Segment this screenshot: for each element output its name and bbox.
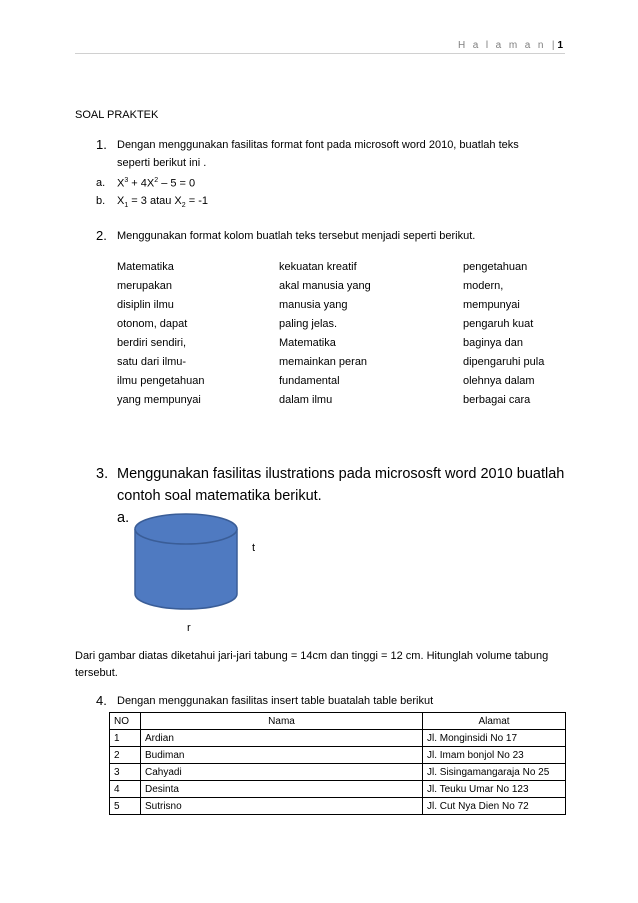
- column-line: satu dari ilmu-: [117, 356, 187, 368]
- q3-number: 3.: [96, 466, 109, 482]
- q3-a-label: a.: [117, 510, 130, 526]
- table-cell: Budiman: [141, 747, 423, 764]
- q3-text-line1: Menggunakan fasilitas ilustrations pada micrososft word 2010 buatlah: [117, 466, 565, 482]
- column-line: fundamental: [279, 375, 340, 387]
- column-line: akal manusia yang: [279, 280, 371, 292]
- column-line: berdiri sendiri,: [117, 337, 187, 349]
- table-row: [110, 747, 566, 764]
- table-row: [110, 730, 566, 747]
- column-line: berbagai cara: [463, 394, 531, 406]
- table-row: [110, 798, 566, 815]
- table-cell: Ardian: [141, 730, 423, 747]
- header-label: H a l a m a n: [457, 40, 546, 51]
- table-cell: 2: [110, 747, 141, 764]
- page-number: 1: [557, 40, 563, 51]
- table-header-row: [110, 713, 566, 730]
- table-cell: 5: [110, 798, 141, 815]
- column-line: memainkan peran: [279, 356, 368, 368]
- column-line: paling jelas.: [279, 318, 338, 330]
- table-row: [110, 764, 566, 781]
- column-line: kekuatan kreatif: [279, 261, 357, 273]
- table-header-cell: Alamat: [423, 713, 566, 730]
- q1-text-line2: seperti berikut ini .: [117, 157, 207, 169]
- q2-number: 2.: [96, 228, 107, 243]
- column-line: Matematika: [117, 261, 174, 273]
- table-header-cell: Nama: [141, 713, 423, 730]
- column-line: ilmu pengetahuan: [117, 375, 205, 387]
- column-line: manusia yang: [279, 299, 348, 311]
- column-line: pengetahuan: [463, 261, 528, 273]
- table-cell: Jl. Sisingamangaraja No 25: [423, 764, 566, 781]
- q4-number: 4.: [96, 693, 107, 708]
- column-line: disiplin ilmu: [117, 299, 174, 311]
- column-line: baginya dan: [463, 337, 523, 349]
- column-line: yang mempunyai: [117, 394, 201, 406]
- table-cell: 1: [110, 730, 141, 747]
- column-line: olehnya dalam: [463, 375, 535, 387]
- cylinder-top: [135, 514, 237, 544]
- radius-label: r: [187, 622, 191, 634]
- header-separator: |: [551, 40, 555, 51]
- column-line: merupakan: [117, 280, 173, 292]
- address-table: [109, 712, 566, 815]
- height-label: t: [252, 542, 256, 554]
- q3-paragraph-line1: Dari gambar diatas diketahui jari-jari tabung = 14cm dan tinggi = 12 cm. Hitunglah volume tabung: [75, 650, 549, 662]
- table-cell: 4: [110, 781, 141, 798]
- q1-text-line1: Dengan menggunakan fasilitas format font pada microsoft word 2010, buatlah teks: [117, 139, 519, 151]
- header-rule: [75, 53, 565, 54]
- page-header: [458, 40, 563, 51]
- table-cell: Jl. Monginsidi No 17: [423, 730, 566, 747]
- q1-b-label: b.: [96, 195, 106, 207]
- q1-equation-b: $X_1 = 3$ atau $X_2 = -1$: [117, 195, 208, 210]
- table-cell: Jl. Imam bonjol No 23: [423, 747, 566, 764]
- q3-paragraph-line2: tersebut.: [75, 667, 118, 679]
- table-header-cell: NO: [110, 713, 141, 730]
- q2-text: Menggunakan format kolom buatlah teks tersebut menjadi seperti berikut.: [117, 230, 476, 242]
- table-cell: Jl. Teuku Umar No 123: [423, 781, 566, 798]
- table-cell: 3: [110, 764, 141, 781]
- column-line: modern,: [463, 280, 504, 292]
- column-line: pengaruh kuat: [463, 318, 534, 330]
- column-line: dalam ilmu: [279, 394, 333, 406]
- q1-a-label: a.: [96, 177, 106, 189]
- table-cell: Desinta: [141, 781, 423, 798]
- q1-number: 1.: [96, 137, 107, 152]
- column-line: Matematika: [279, 337, 336, 349]
- table-row: [110, 781, 566, 798]
- q3-text-line2: contoh soal matematika berikut.: [117, 488, 322, 504]
- cylinder-illustration: [132, 512, 240, 612]
- column-line: otonom, dapat: [117, 318, 188, 330]
- q4-text: Dengan menggunakan fasilitas insert table buatalah table berikut: [117, 695, 434, 707]
- document-title: SOAL PRAKTEK: [75, 109, 159, 121]
- table-cell: Sutrisno: [141, 798, 423, 815]
- column-line: mempunyai: [463, 299, 520, 311]
- q1-equation-a: $X^3 + 4X^2 - 5 = 0$: [117, 177, 196, 190]
- column-line: dipengaruhi pula: [463, 356, 545, 368]
- table-cell: Cahyadi: [141, 764, 423, 781]
- table-cell: Jl. Cut Nya Dien No 72: [423, 798, 566, 815]
